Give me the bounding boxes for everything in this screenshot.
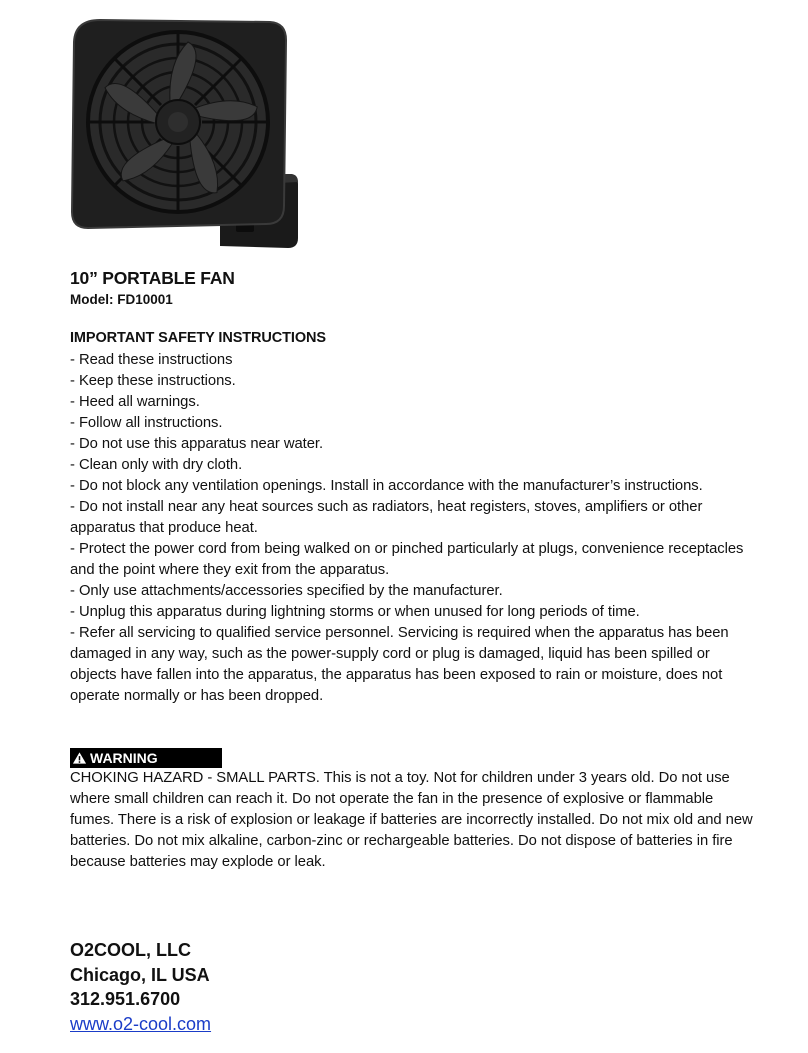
list-item: - Do not use this apparatus near water. [70,436,324,452]
product-image [70,16,302,252]
list-item: - Do not block any ventilation openings. Install in accordance with the manufacturer’s instructions. [70,478,703,494]
company-info [70,938,211,1036]
list-item: - Unplug this apparatus during lightning storms or when unused for long periods of time. [70,604,640,620]
warning-text: CHOKING HAZARD - SMALL PARTS. This is not a toy. Not for children under 3 years old. Do not use where small children can reach it. Do not operate the fan in the presence of explosive or flammable fumes. There is a risk of explosion or leakage if batteries are incorrectly installed. Do not mix old and new batteries. Do not mix alkaline, carbon-zinc or rechargeable batteries. Do not dispose of batteries in fire because batteries may explode or leak. [70,770,753,870]
list-item: - Only use attachments/accessories specified by the manufacturer. [70,583,503,599]
list-item: - Read these instructions [70,352,233,368]
company-website-link[interactable]: www.o2-cool.com [70,1013,212,1034]
list-item: - Do not install near any heat sources such as radiators, heat registers, stoves, amplifiers or other apparatus that produce heat. [70,499,703,536]
list-item: - Keep these instructions. [70,373,236,389]
warning-label [70,748,222,768]
company-name: O2COOL, LLC [70,940,191,960]
fan-illustration [70,16,302,252]
warning-triangle-icon [72,751,87,765]
list-item: - Clean only with dry cloth. [70,457,243,473]
company-phone: 312.951.6700 [70,989,181,1009]
list-item: - Refer all servicing to qualified service personnel. Servicing is required when the apparatus has been damaged in any way, such as the power-supply cord or plug is damaged, liquid has been spilled or objects have fallen into the apparatus, the apparatus has been exposed to rain or moisture, does not operate normally or has been dropped. [70,625,729,704]
model-number: Model: FD10001 [70,292,173,307]
product-title: 10” PORTABLE FAN [70,268,235,288]
warning-label-text: WARNING [90,750,158,766]
safety-heading: IMPORTANT SAFETY INSTRUCTIONS [70,330,326,346]
safety-instructions-list [70,350,750,707]
company-location: Chicago, IL USA [70,964,210,985]
list-item: - Heed all warnings. [70,394,200,410]
list-item: - Protect the power cord from being walked on or pinched particularly at plugs, convenience receptacles and the point where they exit from the apparatus. [70,541,744,578]
list-item: - Follow all instructions. [70,415,223,431]
